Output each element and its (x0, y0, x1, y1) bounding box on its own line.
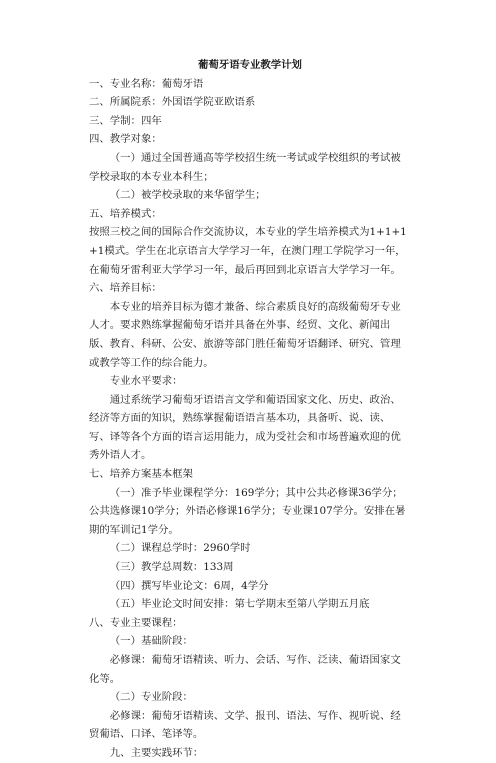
paragraph: （三）教学总周数：133周 (109, 561, 234, 574)
document-body (89, 56, 407, 763)
paragraph: （一）准予毕业课程学分：169学分；其中公共必修课36学分；公共选修课10学分；外语必修课16学分；专业课107学分。安排在暑期的军训记1学分。 (89, 486, 406, 536)
paragraph: （二）被学校录取的来华留学生； (109, 189, 266, 202)
paragraph: 按照三校之间的国际合作交流协议，本专业的学生培养模式为1+1+1+1模式。学生在北京语言大学学习一年，在澳门理工学院学习一年，在葡萄牙雷利亚大学学习一年，最后再回到北京语言大学学习一年。 (89, 226, 407, 276)
paragraph-list (89, 75, 407, 763)
paragraph: 九、主要实践环节： (109, 746, 204, 759)
paragraph: （一）基础阶段： (109, 635, 193, 648)
paragraph: 八、专业主要课程： (89, 616, 183, 629)
paragraph: 必修课：葡萄牙语精读、文学、报刊、语法、写作、视听说、经贸葡语、口译、笔译等。 (89, 709, 401, 741)
paragraph: 六、培养目标： (89, 282, 162, 295)
paragraph: （四）撰写毕业论文：6周，4学分 (109, 579, 269, 592)
paragraph: （二）课程总学时：2960学时 (109, 542, 251, 555)
paragraph: 七、培养方案基本框架 (89, 468, 193, 481)
paragraph: （一）通过全国普通高等学校招生统一考试或学校组织的考试被学校录取的本专业本科生； (89, 151, 401, 183)
paragraph: 通过系统学习葡萄牙语语言文学和葡语国家文化、历史、政治、经济等方面的知识，熟练掌握葡语语言基本功，具备听、说、读、写、译等各个方面的语言运用能力，成为受社会和市场普遍欢迎的优秀外语人才。 (89, 393, 401, 462)
paragraph: 二、所属院系：外国语学院亚欧语系 (89, 96, 256, 109)
paragraph: （五）毕业论文时间安排：第七学期末至第八学期五月底 (109, 598, 370, 611)
paragraph: 四、教学对象： (89, 133, 162, 146)
paragraph: 必修课：葡萄牙语精读、听力、会话、写作、泛读、葡语国家文化等。 (89, 654, 401, 685)
paragraph: （二）专业阶段： (109, 691, 193, 704)
paragraph: 一、专业名称：葡萄牙语 (89, 77, 204, 90)
paragraph: 三、学制：四年 (89, 114, 162, 127)
paragraph: 专业水平要求： (109, 375, 183, 388)
document-title: 葡萄牙语专业教学计划 (198, 59, 302, 71)
paragraph: 五、培养模式： (89, 207, 162, 220)
paragraph: 本专业的培养目标为德才兼备、综合素质良好的高级葡萄牙专业人才。要求熟练掌握葡萄牙语并具备在外事、经贸、文化、新闻出版、教育、科研、公安、旅游等部门胜任葡萄牙语翻译、研究、管理或教学等工作的综合能力。 (89, 300, 401, 369)
